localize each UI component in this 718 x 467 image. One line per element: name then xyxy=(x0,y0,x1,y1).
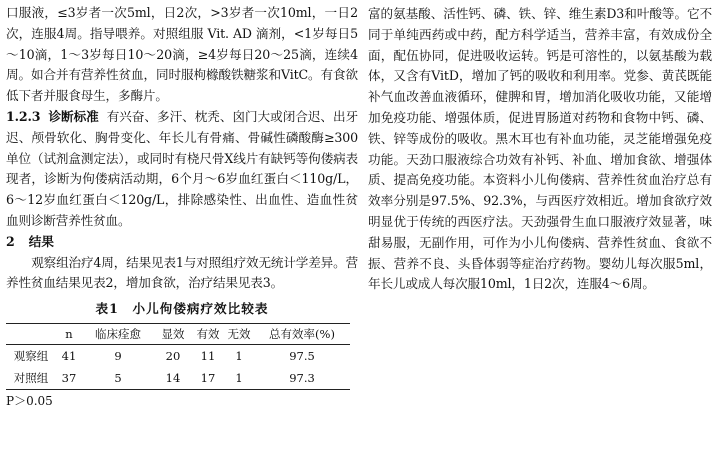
discussion-paragraph: 富的氨基酸、活性钙、磷、铁、锌、维生素D3和叶酸等。它不同于单纯西药或中药，配方科学适当，营养丰富，有效成份全面，配伍协同，促进吸收运转。钙是可溶性的，以氨基酸为载体，又含有VitD，增加了钙的吸收和利用率。党参、黄芪既能补气血改善血液循环，健脾和胃，增加消化吸收功能，又能增加免疫功能、增强体质，促进胃肠道对药物和食物中钙、磷、铁、锌等成份的吸收。黑木耳也有补血功能，灵芝能增强免疫功能。天劲口服液综合功效有补钙、补血、增加食欲、增强体质、提高免疫功能。本资料小儿佝偻病、营养性贫血治疗总有效率分别是97.5%、92.3%，与西医疗效相近。增加食欲疗效明显优于传统的西医疗法。天劲强骨生血口服液疗效显著，味甜易服，无副作用，可作为小儿佝偻病、营养性贫血、食欲不振、营养不良、头昏体弱等症治疗药物。婴幼儿每次服5ml，年长儿或成人每次服10ml，1日2次，连服4～6周。 xyxy=(368,6,712,292)
results-heading xyxy=(6,232,358,253)
table-cell: 5 xyxy=(114,371,122,386)
left-column xyxy=(6,3,358,410)
section-title: 诊断标准 xyxy=(48,108,99,124)
table-cell: 对照组 xyxy=(13,371,49,386)
results-number: 2 xyxy=(6,233,15,249)
table-cell: 37 xyxy=(61,371,77,386)
table-header-cell: 临床痊愈 xyxy=(95,327,141,342)
table-cell: 17 xyxy=(200,371,216,386)
results-paragraph: 观察组治疗4周，结果见表1与对照组疗效无统计学差异。营养性贫血结果见表2，增加食欲，治疗结果见表3。 xyxy=(6,254,359,291)
table-cell: 97.5 xyxy=(289,349,315,364)
efficacy-table xyxy=(6,323,350,390)
results-title: 结果 xyxy=(28,233,54,249)
table-row xyxy=(6,367,350,390)
paragraph-dosage: 口服液，≤3岁者一次5ml，日2次，>3岁者一次10ml，一日2次，连服4周。指导喂养。对照组服 Vit. AD 滴剂，<1岁每日5～10滴，1～3岁每日10～20滴，≥4岁每日20～25滴，连续4周。如合并有营养性贫血，同时服枸橼酸铁糖浆和VitC。有食欲低下者并服食母生，多酶片。 xyxy=(6,5,358,104)
table-cell: 观察组 xyxy=(13,349,49,364)
table-cell: 1 xyxy=(235,371,243,386)
diagnosis-criteria-paragraph xyxy=(6,107,358,232)
table-header-cell: 总有效率(%) xyxy=(269,327,335,342)
table-cell: 9 xyxy=(114,349,122,364)
right-column xyxy=(368,4,712,295)
table-cell: 1 xyxy=(235,349,243,364)
table-cell: 41 xyxy=(61,349,77,364)
table-header-row xyxy=(6,324,350,345)
table-header-cell: 无效 xyxy=(227,327,251,342)
table-cell: 20 xyxy=(165,349,181,364)
table-cell: 11 xyxy=(200,349,216,364)
significance-note: P＞0.05 xyxy=(6,394,53,409)
table-header-cell: 显效 xyxy=(161,327,185,342)
table-header-cell: 有效 xyxy=(196,327,220,342)
table-header-cell xyxy=(6,324,56,345)
table-caption: 表1 小儿佝偻病疗效比较表 xyxy=(95,301,269,317)
table-cell: 14 xyxy=(165,371,181,386)
table-row xyxy=(6,345,350,368)
diagnosis-criteria-text: 有兴奋、多汗、枕秃、囟门大或闭合迟、出牙迟、颅骨软化、胸骨变化、年长儿有骨痛、骨碱性磷酸酶≥300单位（试剂盒测定法），或同时有桡尺骨X线片有缺钙等佝偻病表现者，诊断为佝偻病活动期，6个月～6岁血红蛋白＜110g/L，6～12岁血红蛋白＜120g/L，排除感染性、出血性、造血性贫血则诊断营养性贫血。 xyxy=(6,108,358,228)
table-header-cell: n xyxy=(65,327,73,342)
section-number: 1.2.3 xyxy=(6,108,41,124)
table-cell: 97.3 xyxy=(289,371,315,386)
